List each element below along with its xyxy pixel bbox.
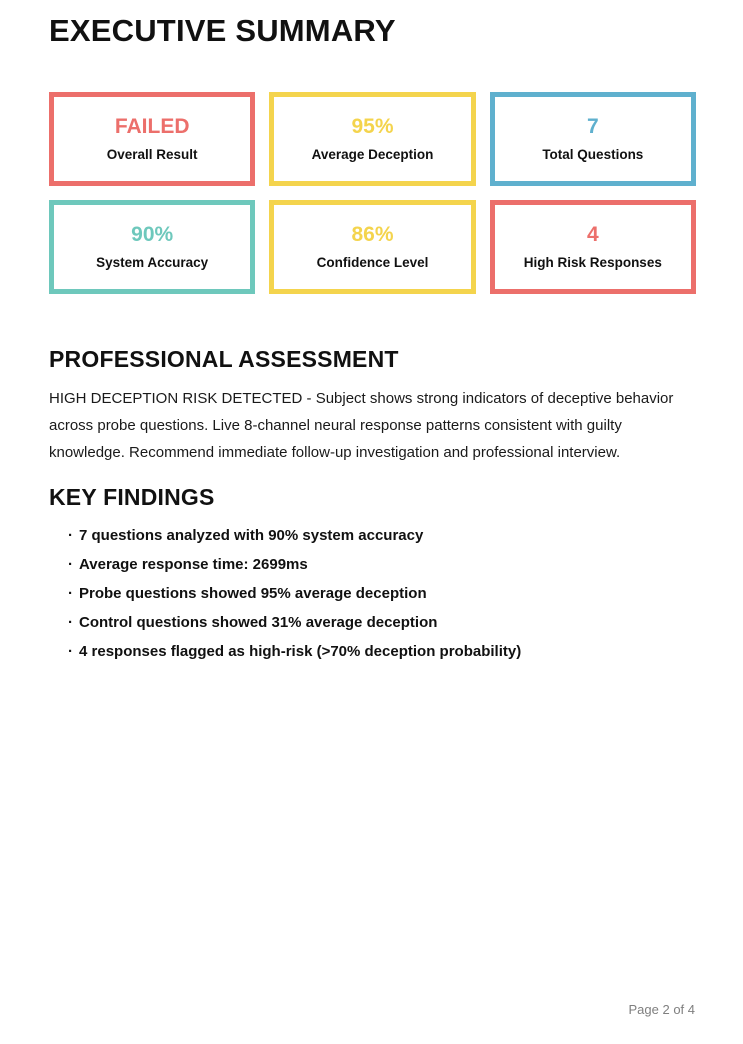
- stat-value: 4: [586, 223, 599, 246]
- bullet-glyph: ·: [68, 614, 73, 631]
- bullet-glyph: ·: [68, 556, 73, 573]
- stat-value: 86%: [351, 223, 394, 246]
- stat-label: Average Deception: [311, 147, 434, 162]
- stat-card-system-accuracy: [49, 200, 255, 294]
- finding-text: Probe questions showed 95% average deception: [79, 585, 427, 602]
- stat-card-high-risk-responses: [490, 200, 696, 294]
- assessment-heading: PROFESSIONAL ASSESSMENT: [49, 346, 399, 372]
- finding-item: [68, 615, 696, 631]
- stat-label: High Risk Responses: [523, 255, 662, 270]
- finding-item: [68, 586, 696, 602]
- finding-text: Average response time: 2699ms: [79, 556, 308, 573]
- page-number: Page 2 of 4: [628, 1002, 695, 1017]
- page-title: EXECUTIVE SUMMARY: [49, 13, 396, 48]
- stat-card-average-deception: [269, 92, 475, 186]
- stat-value: 95%: [351, 115, 394, 138]
- bullet-glyph: ·: [68, 585, 73, 602]
- finding-item: [68, 557, 696, 573]
- stat-card-total-questions: [490, 92, 696, 186]
- findings-list: [49, 528, 696, 660]
- finding-item: [68, 644, 696, 660]
- stat-value: 90%: [131, 223, 174, 246]
- summary-stats-grid: [49, 92, 696, 294]
- stat-label: System Accuracy: [96, 255, 209, 270]
- report-page: [49, 0, 696, 1044]
- finding-text: Control questions showed 31% average deception: [79, 614, 438, 631]
- finding-text: 4 responses flagged as high-risk (>70% deception probability): [79, 643, 522, 660]
- finding-item: [68, 528, 696, 544]
- stat-label: Overall Result: [106, 147, 198, 162]
- stat-card-overall-result: [49, 92, 255, 186]
- assessment-body-text: HIGH DECEPTION RISK DETECTED - Subject shows strong indicators of deceptive behavior across probe questions. Live 8-channel neural response patterns consistent with guilty knowledge. Recommend immediate follow-up investigation and professional interview.: [49, 390, 674, 461]
- stat-card-confidence-level: [269, 200, 475, 294]
- bullet-glyph: ·: [68, 643, 73, 660]
- finding-text: 7 questions analyzed with 90% system accuracy: [79, 527, 424, 544]
- findings-heading: KEY FINDINGS: [49, 484, 215, 510]
- stat-label: Total Questions: [542, 147, 644, 162]
- bullet-glyph: ·: [68, 527, 73, 544]
- stat-label: Confidence Level: [316, 255, 429, 270]
- stat-value: 7: [586, 115, 599, 138]
- stat-value: FAILED: [114, 115, 190, 138]
